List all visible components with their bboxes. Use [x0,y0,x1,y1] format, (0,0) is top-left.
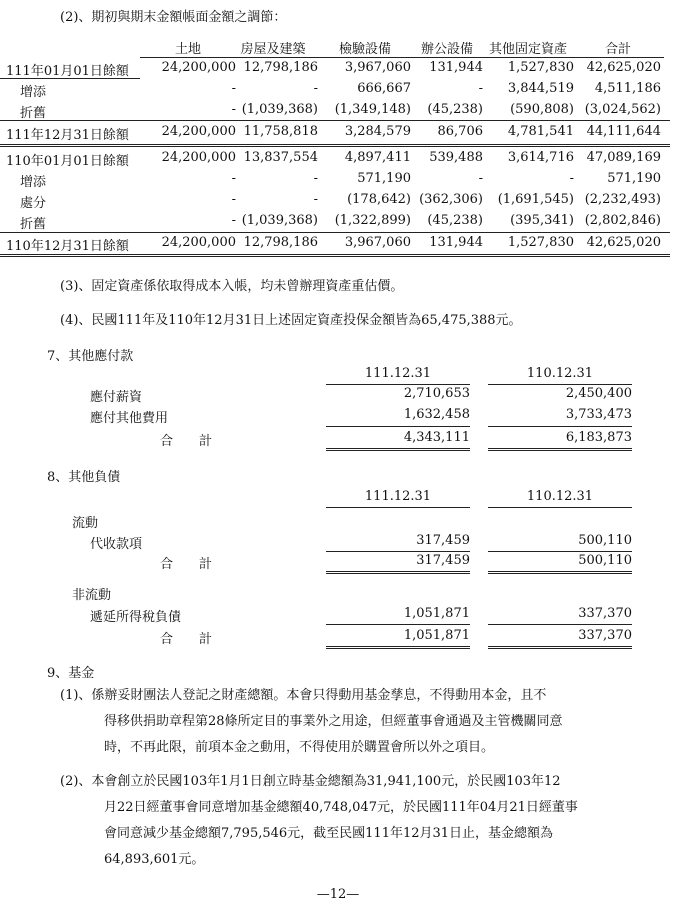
divider [488,551,632,552]
divider [0,120,670,121]
asset-cell: 131,944 [429,235,483,250]
section7-title: 7、其他應付款 [47,349,134,364]
asset-table-header: 其他固定資產 [488,42,567,57]
asset-row-label: 折舊 [20,217,47,232]
section7-row-label: 應付其他費用 [90,411,169,426]
section7-col1-header: 111.12.31 [364,366,432,381]
section7-row-value: 1,632,458 [403,407,470,422]
asset-cell: - [231,102,236,117]
asset-cell: (45,238) [427,102,483,117]
section9-p2-line: 64,893,601元。 [104,852,205,867]
section8-title: 8、其他負債 [47,470,121,485]
asset-cell: 3,284,579 [344,124,411,139]
current-total-value: 500,110 [578,553,632,568]
asset-cell: 571,190 [357,171,411,186]
asset-cell: - [231,81,236,96]
section9-p1-line: 得移供捐助章程第28條所定目的事業外之用途，但經董事會通過及主管機關同意 [104,714,563,729]
asset-cell: - [313,192,318,207]
current-total-value: 317,459 [416,553,470,568]
section7-row-value: 2,450,400 [565,386,632,401]
noncurrent-item-label: 遞延所得稅負債 [90,610,182,625]
noncurrent-total-value: 337,370 [578,628,632,643]
divider [140,57,664,58]
asset-cell: 3,614,716 [507,150,574,165]
section7-total-value: 6,183,873 [565,430,632,445]
section9-p1-line: 時，不再此限，前項本金之動用，不得使用於購置會所以外之項目。 [104,740,495,755]
asset-cell: - [313,81,318,96]
divider [0,146,670,147]
divider [326,507,470,508]
asset-cell: 3,967,060 [344,235,411,250]
asset-row-label: 111年12月31日餘額 [6,128,129,143]
asset-cell: (45,238) [427,213,483,228]
section7-row-label: 應付薪資 [90,390,143,405]
asset-cell: 24,200,000 [161,235,236,250]
divider [488,507,632,508]
current-total-label: 合 計 [160,557,213,572]
asset-cell: (1,322,899) [334,213,411,228]
double-underline [488,448,632,451]
double-underline [488,646,632,649]
section9-title: 9、基金 [47,666,95,681]
asset-table-header: 房屋及建築 [240,42,306,57]
asset-cell: 3,844,519 [507,81,574,96]
asset-row-label: 110年12月31日餘額 [6,239,129,254]
asset-cell: (1,039,368) [241,213,318,228]
note-4: (4)、民國111年及110年12月31日上述固定資產投保金額皆為65,475,388元。 [60,313,522,328]
divider [326,384,470,385]
double-underline [326,646,470,649]
asset-row-label: 處分 [20,196,47,211]
noncurrent-item-value: 337,370 [578,606,632,621]
divider [0,254,670,255]
double-underline [326,448,470,451]
asset-table-header: 合計 [604,42,631,57]
asset-cell: (395,341) [510,213,574,228]
section8-col1-header: 111.12.31 [364,489,432,504]
asset-cell: 4,897,411 [344,150,411,165]
divider [488,624,632,625]
asset-cell: 44,111,644 [586,124,661,139]
asset-cell: 131,944 [429,60,483,75]
asset-cell: 13,837,554 [243,150,318,165]
asset-cell: 12,798,186 [243,235,318,250]
asset-row-label: 增添 [20,175,47,190]
section7-row-value: 3,733,473 [565,407,632,422]
current-item-value: 317,459 [416,533,470,548]
asset-cell: 1,527,830 [507,235,574,250]
divider [326,551,470,552]
divider [326,426,470,427]
current-item-value: 500,110 [578,533,632,548]
section9-p2-line: 月22日經董事會同意增加基金總額40,748,047元，於民國111年04月21日經董事 [104,800,578,815]
section9-p2-line: (2)、本會創立於民國103年1月1日創立時基金總額為31,941,100元，於民國103年12 [60,774,561,789]
section7-total-label: 合 計 [160,434,213,449]
asset-table-header: 土地 [174,42,201,57]
asset-cell: - [231,192,236,207]
asset-cell: (1,349,148) [334,102,411,117]
note-3: (3)、固定資產係依取得成本入帳，均未曾辦理資產重估價。 [60,279,404,294]
asset-cell: 666,667 [357,81,411,96]
asset-cell: 1,527,830 [507,60,574,75]
asset-cell: (1,691,545) [497,192,574,207]
asset-row-label: 折舊 [20,106,47,121]
section7-row-value: 2,710,653 [403,386,470,401]
double-underline [326,571,470,574]
current-item-label: 代收款項 [90,537,143,552]
asset-cell: 571,190 [607,171,661,186]
section2-title: (2)、期初與期末金額帳面金額之調節： [60,10,287,25]
asset-row-label: 增添 [20,85,47,100]
section9-p2-line: 會同意減少基金總額7,795,546元，截至民國111年12月31日止，基金總額為 [104,826,554,841]
asset-cell: 4,781,541 [507,124,574,139]
asset-cell: - [231,171,236,186]
asset-cell: (2,232,493) [584,192,661,207]
divider [488,384,632,385]
asset-cell: - [313,171,318,186]
asset-table-header: 檢驗設備 [338,42,391,57]
divider [0,232,670,233]
asset-row-label: 111年01月01日餘額 [6,64,129,79]
noncurrent-total-label: 合 計 [160,632,213,647]
noncurrent-total-value: 1,051,871 [403,628,470,643]
noncurrent-label: 非流動 [72,588,112,603]
asset-cell: (1,039,368) [241,102,318,117]
asset-cell: 11,758,818 [243,124,318,139]
asset-cell: 3,967,060 [344,60,411,75]
asset-cell: 539,488 [429,150,483,165]
divider [0,144,670,145]
section8-col2-header: 110.12.31 [526,489,594,504]
asset-cell: - [478,171,483,186]
asset-cell: 42,625,020 [586,60,661,75]
asset-cell: - [569,171,574,186]
asset-cell: 24,200,000 [161,150,236,165]
asset-cell: 24,200,000 [161,124,236,139]
asset-cell: 47,089,169 [586,150,661,165]
asset-table-header: 辦公設備 [420,42,473,57]
asset-cell: - [231,213,236,228]
asset-row-label: 110年01月01日餘額 [6,154,129,169]
section7-col2-header: 110.12.31 [526,366,594,381]
asset-cell: 4,511,186 [594,81,661,96]
section7-total-value: 4,343,111 [403,430,470,445]
asset-cell: 86,706 [437,124,483,139]
divider [0,78,140,79]
divider [326,624,470,625]
divider [0,256,670,257]
asset-cell: (362,306) [419,192,483,207]
asset-cell: 24,200,000 [161,60,236,75]
asset-cell: - [478,81,483,96]
double-underline [488,571,632,574]
asset-cell: (3,024,562) [584,102,661,117]
page-number: —12— [316,887,360,902]
asset-cell: (2,802,846) [584,213,661,228]
noncurrent-item-value: 1,051,871 [403,606,470,621]
divider [488,426,632,427]
asset-cell: 12,798,186 [243,60,318,75]
asset-cell: 42,625,020 [586,235,661,250]
section9-p1-line: (1)、係辦妥財團法人登記之財產總額。本會只得動用基金孳息，不得動用本金，且不 [60,688,547,703]
asset-cell: (178,642) [347,192,411,207]
current-label: 流動 [72,516,99,531]
asset-cell: (590,808) [510,102,574,117]
